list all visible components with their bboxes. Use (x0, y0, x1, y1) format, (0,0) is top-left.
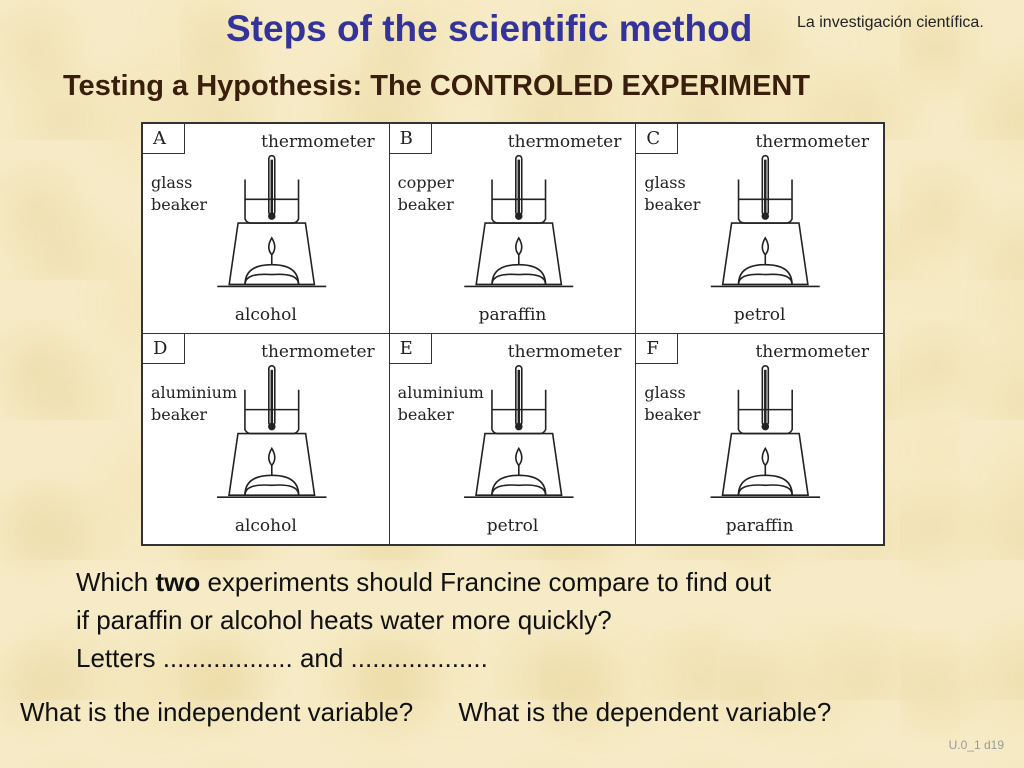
thermometer-label: thermometer (261, 342, 375, 362)
section-heading: Testing a Hypothesis: The CONTROLED EXPERIMENT (63, 70, 811, 102)
experiment-diagram-grid (141, 122, 885, 546)
question-block (76, 563, 771, 677)
experiment-letter: F (636, 334, 678, 364)
beaker-material: copper (397, 173, 454, 192)
fuel-label: alcohol (234, 516, 297, 536)
fuel-label: paraffin (725, 516, 794, 536)
experiment-letter: C (636, 124, 678, 154)
experiment-letter: D (143, 334, 185, 364)
slide-title: Steps of the scientific method (226, 8, 753, 49)
question-line-1 (76, 563, 771, 601)
thermometer-label: thermometer (755, 132, 869, 152)
beaker-word: beaker (397, 195, 454, 214)
experiment-cell-b (390, 124, 637, 334)
beaker-word: beaker (644, 195, 701, 214)
spanish-subtitle: La investigación científica. (797, 14, 984, 31)
slide-code: U.0_1 d19 (948, 738, 1004, 752)
beaker-material: aluminium (397, 383, 484, 402)
experiment-cell-f (636, 334, 883, 544)
question-emphasis: two (155, 567, 201, 597)
fuel-label: paraffin (478, 305, 547, 325)
burner-apparatus-icon (636, 334, 883, 544)
experiment-letter: E (390, 334, 432, 364)
experiment-cell-e (390, 334, 637, 544)
experiment-cell-d (143, 334, 390, 544)
beaker-material: glass (644, 383, 686, 402)
fuel-label: petrol (486, 516, 539, 536)
beaker-material: glass (644, 173, 686, 192)
beaker-word: beaker (151, 405, 208, 424)
beaker-word: beaker (151, 195, 208, 214)
question-suffix: experiments should Francine compare to find out (200, 567, 772, 597)
beaker-material: aluminium (151, 383, 238, 402)
beaker-label (644, 382, 744, 426)
experiment-cell-a (143, 124, 390, 334)
beaker-label (398, 382, 498, 426)
experiment-letter: A (143, 124, 185, 154)
beaker-label (151, 172, 251, 216)
beaker-material: glass (151, 173, 193, 192)
question-line-2: if paraffin or alcohol heats water more quickly? (76, 605, 612, 635)
burner-apparatus-icon (636, 124, 883, 333)
experiment-cell-c (636, 124, 883, 334)
thermometer-label: thermometer (507, 132, 622, 152)
question-prefix: Which (76, 567, 156, 597)
dependent-variable-question: What is the dependent variable? (458, 697, 832, 727)
beaker-label (644, 172, 744, 216)
beaker-label (398, 172, 498, 216)
burner-apparatus-icon (143, 124, 389, 333)
beaker-word: beaker (644, 405, 701, 424)
thermometer-label: thermometer (755, 342, 869, 362)
thermometer-label: thermometer (507, 342, 622, 362)
beaker-label (151, 382, 251, 426)
independent-variable-question: What is the independent variable? (20, 697, 414, 727)
burner-apparatus-icon (390, 124, 636, 333)
burner-apparatus-icon (390, 334, 636, 544)
beaker-word: beaker (397, 405, 454, 424)
burner-apparatus-icon (143, 334, 389, 544)
thermometer-label: thermometer (261, 132, 375, 152)
answer-letters-line: Letters .................. and ................... (76, 643, 488, 673)
variables-questions (20, 697, 831, 728)
fuel-label: alcohol (234, 305, 297, 325)
experiment-letter: B (390, 124, 432, 154)
fuel-label: petrol (733, 305, 786, 325)
